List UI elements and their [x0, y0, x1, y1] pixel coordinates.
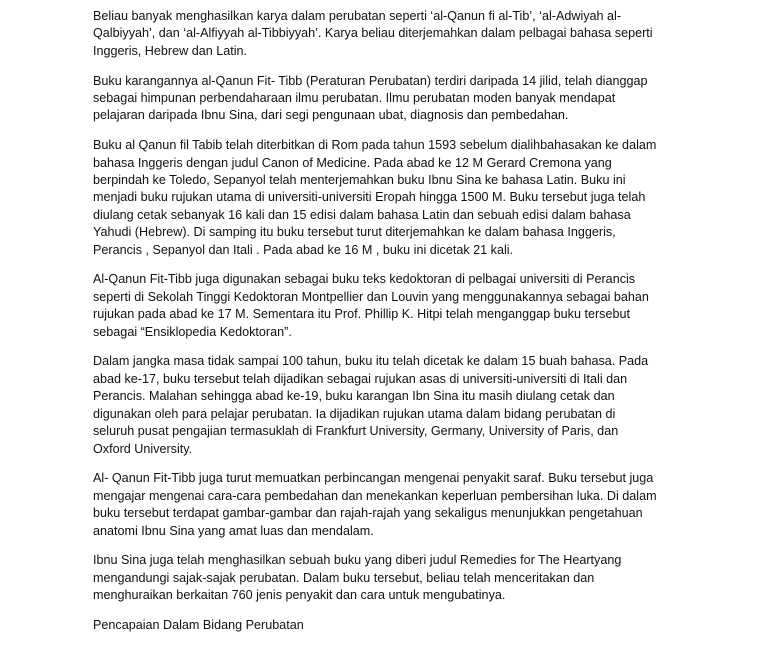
- paragraph-remedies: [93, 552, 733, 604]
- text-line: Yahudi (Hebrew). Di samping itu buku tersebut turut diterjemahkan ke dalam bahasa Inggeris,: [93, 225, 616, 240]
- text-line: mengajar mengenai cara-cara pembedahan dan menekankan keperluan pembersihan luka. Di dalam: [93, 488, 657, 503]
- text-line: berpindah ke Toledo, Sepanyol telah menterjemahkan buku Ibnu Sina ke bahasa Latin. Buku ini: [93, 173, 626, 188]
- text-line: mengandungi sajak-sajak perubatan. Dalam buku tersebut, beliau telah menceritakan dan: [93, 570, 595, 585]
- text-line: Pencapaian Dalam Bidang Perubatan: [93, 617, 304, 632]
- text-line: seperti di Sekolah Tinggi Kedoktoran Montpellier dan Louvin yang menggunakannya sebagai bahan: [93, 289, 649, 304]
- text-line: anatomi Ibnu Sina yang amat luas dan mendalam.: [93, 523, 374, 538]
- paragraph-qanun-jilid: [93, 73, 733, 125]
- text-line: sebagai himpunan perbendaharaan ilmu perubatan. Ilmu perubatan moden banyak mendapat: [93, 91, 616, 106]
- text-line: Perancis. Malahan sehingga abad ke-19, buku karangan Ibn Sina itu masih diulang cetak dan: [93, 389, 615, 404]
- paragraph-cetakan-bahasa: [93, 353, 733, 457]
- paragraph-terbitan-rom: [93, 137, 733, 259]
- text-line: seluruh pusat pengajian termasuklah di Frankfurt University, Germany, University of Paris, dan: [93, 424, 619, 439]
- text-line: rujukan pada abad ke 17 M. Sementara itu Prof. Phillip K. Hitpi telah menganggap buku tersebut: [93, 307, 630, 322]
- text-line: menghuraikan berkaitan 760 jenis penyakit dan cara untuk mengubatinya.: [93, 588, 506, 603]
- document-body: [93, 8, 733, 647]
- paragraph-karya: [93, 8, 733, 60]
- text-line: menjadi buku rujukan utama di universiti-universiti Eropah hingga 1500 M. Buku tersebut juga telah: [93, 190, 646, 205]
- text-line: diulang cetak sebanyak 16 kali dan 15 edisi dalam bahasa Latin dan sebuah edisi dalam bahasa: [93, 207, 631, 222]
- text-line: Qalbiyyah’, dan ‘al-Alfiyyah al-Tibbiyyah’. Karya beliau diterjemahkan dalam pelbagai bahasa seperti: [93, 26, 653, 41]
- text-line: Beliau banyak menghasilkan karya dalam perubatan seperti ‘al-Qanun fi al-Tib’, ‘al-Adwiyah al-: [93, 9, 622, 23]
- text-line: digunakan oleh para pelajar perubatan. Ia dijadikan rujukan utama dalam bidang perubatan di: [93, 406, 616, 421]
- text-line: Al- Qanun Fit-Tibb juga turut memuatkan perbincangan mengenai penyakit saraf. Buku tersebut juga: [93, 471, 654, 486]
- text-line: Ibnu Sina juga telah menghasilkan sebuah buku yang diberi judul Remedies for The Heartyang: [93, 553, 622, 568]
- paragraph-buku-teks: [93, 271, 733, 341]
- text-line: Perancis , Sepanyol dan Itali . Pada abad ke 16 M , buku ini dicetak 21 kali.: [93, 242, 514, 257]
- text-line: Al-Qanun Fit-Tibb juga digunakan sebagai buku teks kedoktoran di pelbagai universiti di Perancis: [93, 272, 636, 287]
- text-line: sebagai “Ensiklopedia Kedoktoran”.: [93, 324, 292, 339]
- text-line: pelajaran daripada Ibnu Sina, dari segi pengunaan ubat, diagnosis dan pembedahan.: [93, 108, 569, 123]
- text-line: Inggeris, Hebrew dan Latin.: [93, 43, 248, 58]
- section-heading-pencapaian: [93, 617, 733, 634]
- text-line: Buku karangannya al-Qanun Fit- Tibb (Peraturan Perubatan) terdiri daripada 14 jilid, telah dianggap: [93, 73, 648, 88]
- text-line: Oxford University.: [93, 441, 193, 456]
- text-line: abad ke-17, buku tersebut telah dijadikan sebagai rujukan asas di universiti-universiti di Itali dan: [93, 371, 628, 386]
- text-line: Dalam jangka masa tidak sampai 100 tahun, buku itu telah dicetak ke dalam 15 buah bahasa. Pada: [93, 354, 649, 369]
- text-line: Buku al Qanun fil Tabib telah diterbitkan di Rom pada tahun 1593 sebelum dialihbahasakan ke dalam: [93, 138, 657, 153]
- text-line: buku tersebut terdapat gambar-gambar dan rajah-rajah yang sekaligus menunjukkan pengetahuan: [93, 506, 643, 521]
- text-line: bahasa Inggeris dengan judul Canon of Medicine. Pada abad ke 12 M Gerard Cremona yang: [93, 155, 612, 170]
- paragraph-penyakit-saraf: [93, 470, 733, 540]
